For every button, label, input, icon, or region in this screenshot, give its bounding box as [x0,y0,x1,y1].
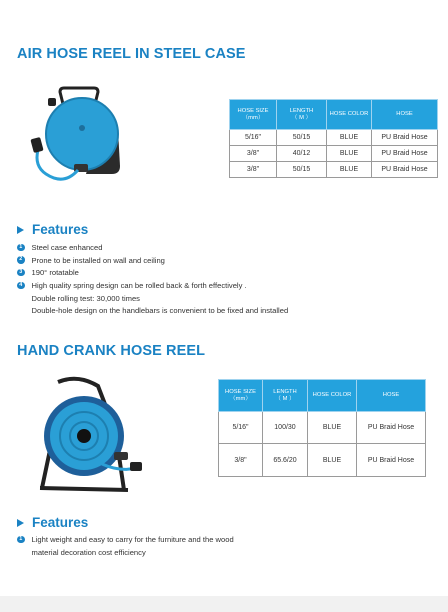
cell-hose-color: BLUE [308,412,357,444]
section-title-hand-crank-hose-reel: HAND CRANK HOSE REEL [17,343,206,359]
header-hose-size: HOSE SIZE （mm） [230,100,277,130]
cell-hose-size: 3/8" [219,444,263,477]
cell-hose: PU Braid Hose [372,162,438,178]
feature-text: High quality spring design can be rolled back & forth effectively . [31,280,247,290]
numbered-circle-icon: 2 [17,256,25,264]
section-title-air-hose-reel: AIR HOSE REEL IN STEEL CASE [17,46,246,62]
cell-hose-size: 5/16" [230,130,277,146]
hand-crank-hose-reel-image [28,372,148,500]
table-header-row [219,380,426,412]
list-item-continuation: material decoration cost efficiency [31,547,146,557]
list-item [17,254,288,267]
list-item [17,533,234,546]
list-item [17,266,288,279]
cell-hose-size: 5/16" [219,412,263,444]
list-item-continuation: Double rolling test: 30,000 times [31,293,140,303]
cell-length: 65.6/20 [263,444,308,477]
header-hose-color: HOSE COLOR [327,100,372,130]
list-item [17,279,288,292]
header-hose-color: HOSE COLOR [308,380,357,412]
feature-text: Light weight and easy to carry for the furniture and the wood [31,534,234,544]
footer-band [0,596,448,612]
reel-hub [79,125,85,131]
features-heading-label: Features [32,222,89,237]
triangle-bullet-icon [17,519,24,527]
header-length: LENGTH （ M ） [277,100,327,130]
header-hose: HOSE [372,100,438,130]
header-hose-size: HOSE SIZE （mm） [219,380,263,412]
cell-hose-color: BLUE [327,130,372,146]
cell-length: 50/15 [277,130,327,146]
list-item-continuation: Double-hole design on the handlebars is convenient to be fixed and installed [31,306,289,316]
cell-hose-size: 3/8" [230,146,277,162]
hose-coupler [30,137,43,153]
cell-hose-color: BLUE [327,146,372,162]
reel-crank [114,452,128,460]
features-heading-label: Features [32,515,89,530]
table-row [230,162,438,178]
features-list-1 [17,241,288,317]
table-row [230,146,438,162]
cell-hose: PU Braid Hose [357,412,426,444]
features-heading-1 [17,222,88,237]
reel-mount [48,98,56,106]
reel-hub [77,429,91,443]
header-hose: HOSE [357,380,426,412]
header-length: LENGTH （ M ） [263,380,308,412]
table-row [219,444,426,477]
cell-length: 50/15 [277,162,327,178]
table-row [230,130,438,146]
numbered-circle-icon: 1 [17,536,25,544]
spec-table-air-hose-reel [229,99,438,178]
numbered-circle-icon: 3 [17,269,25,277]
feature-text: Steel case enhanced [31,242,103,252]
cell-hose: PU Braid Hose [372,146,438,162]
cell-length: 40/12 [277,146,327,162]
cell-hose-color: BLUE [308,444,357,477]
feature-text: 190° rotatable [31,268,79,278]
table-row [219,412,426,444]
table-header-row [230,100,438,130]
feature-text: Prone to be installed on wall and ceiling [31,255,165,265]
numbered-circle-icon: 1 [17,244,25,252]
cell-hose-size: 3/8" [230,162,277,178]
features-heading-2 [17,515,88,530]
triangle-bullet-icon [17,226,24,234]
features-list-2 [17,533,234,558]
hose-coupler [130,462,142,471]
cell-hose: PU Braid Hose [372,130,438,146]
cell-hose-color: BLUE [327,162,372,178]
air-hose-reel-image [24,78,132,188]
numbered-circle-icon: 4 [17,282,25,290]
cell-length: 100/30 [263,412,308,444]
spec-table-hand-crank-hose-reel [218,379,426,477]
cell-hose: PU Braid Hose [357,444,426,477]
list-item [17,241,288,254]
